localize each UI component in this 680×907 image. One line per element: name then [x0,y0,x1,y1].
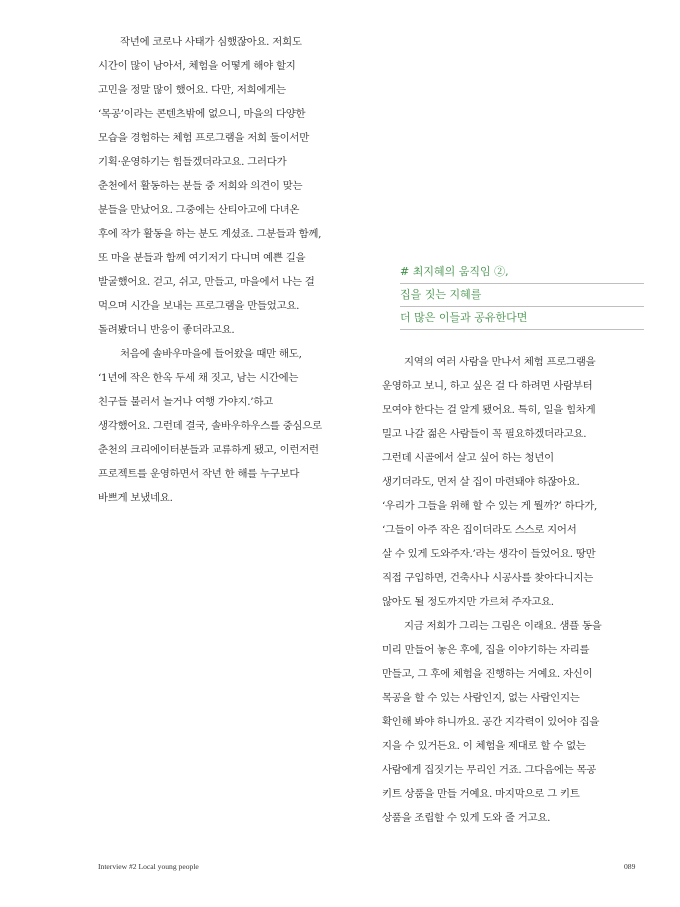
text-line: 후에 작가 활동을 하는 분도 계셨죠. 그분들과 함께, [98,228,322,240]
text-line: 살 수 있게 도와주자.’라는 생각이 들었어요. 땅만 [382,548,596,560]
text-line: 작년에 코로나 사태가 심했잖아요. 저희도 [120,36,302,48]
text-line: 기획·운영하기는 힘들겠더라고요. 그러다가 [98,156,287,168]
text-line: 프로젝트를 운영하면서 작년 한 해를 누구보다 [98,468,300,480]
text-line: 지금 저희가 그리는 그림은 이래요. 샘플 동을 [404,620,602,632]
text-line: 시간이 많이 남아서, 체험을 어떻게 해야 할지 [98,60,296,72]
text-line: 생기더라도, 먼저 살 집이 마련돼야 하잖아요. [382,476,580,488]
text-line: 발굴했어요. 걷고, 쉬고, 만들고, 마을에서 나는 걸 [98,276,315,288]
text-line: 목공을 할 수 있는 사람인지, 없는 사람인지는 [382,692,580,704]
text-line: 모여야 한다는 걸 알게 됐어요. 특히, 일을 힘차게 [382,404,596,416]
running-footer: Interview #2 Local young people [98,862,199,871]
text-line: 춘천에서 활동하는 분들 중 저희와 의견이 맞는 [98,180,303,192]
text-line: 사람에게 집짓기는 무리인 거죠. 그다음에는 목공 [382,764,597,776]
section-subheading [400,261,644,330]
text-line: ‘우리가 그들을 위해 할 수 있는 게 뭘까?’ 하다가, [382,500,598,512]
text-line: 운영하고 보니, 하고 싶은 걸 다 하려면 사람부터 [382,380,593,392]
text-line: 처음에 솔바우마을에 들어왔을 때만 해도, [120,348,302,360]
text-line: 직접 구입하면, 건축사나 시공사를 찾아다니지는 [382,572,594,584]
text-line: ‘목공’이라는 콘텐츠밖에 없으니, 마을의 다양한 [98,108,306,120]
right-text-column [382,350,644,830]
text-line: ‘그들이 아주 작은 집이더라도 스스로 지어서 [382,524,577,536]
text-line: 춘천의 크리에이터분들과 교류하게 됐고, 이런저런 [98,444,319,456]
text-line: 밀고 나갈 젊은 사람들이 꼭 필요하겠더라고요. [382,428,587,440]
text-line: 지역의 여러 사람을 만나서 체험 프로그램을 [404,356,596,368]
text-line: 모습을 경험하는 체험 프로그램을 저희 둘이서만 [98,132,310,144]
text-line: 생각했어요. 그런데 결국, 솔바우하우스를 중심으로 [98,420,322,432]
subheading-line-1: # 최지혜의 움직임 ②, [400,261,644,284]
text-line: 또 마을 분들과 함께 여기저기 다니며 예쁜 길을 [98,252,306,264]
text-line: 그런데 시골에서 살고 싶어 하는 청년이 [382,452,554,464]
text-line: 돌려봤더니 반응이 좋더라고요. [98,324,235,336]
text-line: 고민을 정말 많이 했어요. 다만, 저희에게는 [98,84,286,96]
text-line: 않아도 될 정도까지만 가르쳐 주자고요. [382,596,554,608]
text-line: ‘1년에 작은 한옥 두세 채 짓고, 남는 시간에는 [98,372,299,384]
text-line: 먹으며 시간을 보내는 프로그램을 만들었고요. [98,300,300,312]
text-line: 분들을 만났어요. 그중에는 산티아고에 다녀온 [98,204,300,216]
subheading-line-2: 집을 짓는 지혜를 [400,284,644,307]
text-line: 상품을 조립할 수 있게 도와 줄 거고요. [382,812,551,824]
subheading-line-3: 더 많은 이들과 공유한다면 [400,307,644,330]
text-line: 확인해 봐야 하니까요. 공간 지각력이 있어야 집을 [382,716,600,728]
left-text-column [98,30,360,510]
text-line: 미리 만들어 놓은 후에, 집을 이야기하는 자리를 [382,644,590,656]
text-line: 친구들 불러서 놀거나 여행 가야지.’하고 [98,396,273,408]
text-line: 지을 수 있거든요. 이 체험을 제대로 할 수 없는 [382,740,586,752]
text-line: 만들고, 그 후에 체험을 진행하는 거예요. 자신이 [382,668,593,680]
text-line: 바쁘게 보냈네요. [98,492,173,504]
text-line: 키트 상품을 만들 거예요. 마지막으로 그 키트 [382,788,580,800]
page-number: 089 [624,862,636,871]
